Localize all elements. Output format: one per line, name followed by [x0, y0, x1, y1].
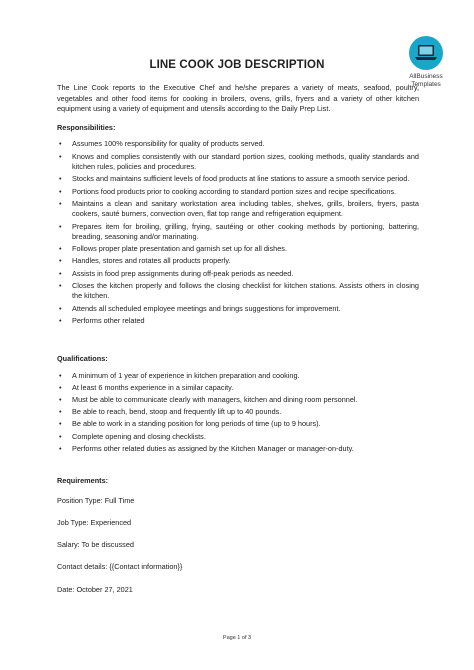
list-item-text: A minimum of 1 year of experience in kitchen preparation and cooking. — [72, 370, 300, 380]
list-item — [57, 444, 419, 455]
list-item — [57, 383, 419, 394]
list-item-text: Be able to work in a standing position for long periods of time (up to 9 hours). — [72, 419, 321, 429]
bullet-icon: • — [59, 443, 62, 453]
bullet-icon: • — [59, 268, 62, 278]
list-item-text: Portions food products prior to cooking according to standard portion sizes and recipe specifications. — [72, 186, 397, 196]
list-item-text: Stocks and maintains sufficient levels of food products at line stations to assure a smooth service period. — [72, 174, 410, 184]
list-item-text: Must be able to communicate clearly with managers, kitchen and dining room personnel. — [72, 394, 358, 404]
requirement-line: Position Type: Full Time — [57, 495, 135, 505]
bullet-icon: • — [59, 407, 62, 417]
list-item-text: Closes the kitchen properly and follows the closing checklist for kitchen stations. Assists others in closing the kitchen. — [72, 280, 419, 301]
bullet-icon: • — [59, 244, 62, 254]
bullet-icon: • — [59, 186, 62, 196]
list-item — [57, 256, 419, 267]
bullet-icon: • — [59, 419, 62, 429]
bullet-icon: • — [59, 431, 62, 441]
intro-paragraph: The Line Cook reports to the Executive Chef and he/she prepares a variety of meats, seafood, poultry, vegetables and other food items for cooking in broilers, ovens, grills, fryers and a variety of other kitchen equipment using a variety of equipment and utensils according to the Daily Prep List. — [57, 83, 419, 114]
list-item-text: Assists in food prep assignments during off-peak periods as needed. — [72, 268, 294, 278]
bullet-icon: • — [59, 221, 62, 231]
logo-text: AllBusiness Templates — [409, 73, 443, 88]
list-item — [57, 419, 419, 430]
bullet-icon: • — [59, 382, 62, 392]
document-body — [57, 83, 419, 607]
list-item — [57, 139, 419, 150]
requirement-line: Salary: To be discussed — [57, 540, 134, 550]
list-item-text: Maintains a clean and sanitary workstation area including tables, shelves, grills, broilers, fryers, pasta cookers, sauté burners, convection oven, flat top range and refrigeration equipment. — [72, 198, 419, 219]
bullet-icon: • — [59, 315, 62, 325]
list-item — [57, 371, 419, 382]
list-item — [57, 269, 419, 280]
list-item — [57, 152, 419, 173]
bullet-icon: • — [59, 370, 62, 380]
list-item-text: Handles, stores and rotates all products properly. — [72, 256, 231, 266]
bullet-icon: • — [59, 151, 62, 161]
requirements-list — [57, 496, 419, 596]
bullet-icon: • — [59, 198, 62, 208]
list-item — [57, 222, 419, 243]
requirement-line: Date: October 27, 2021 — [57, 584, 133, 594]
bullet-icon: • — [59, 256, 62, 266]
qualifications-list — [57, 371, 419, 455]
bullet-icon: • — [59, 280, 62, 290]
list-item — [57, 174, 419, 185]
list-item-text: Complete opening and closing checklists. — [72, 431, 206, 441]
list-item — [57, 316, 419, 327]
list-item — [57, 432, 419, 443]
responsibilities-heading: Responsibilities: — [57, 122, 116, 132]
list-item-text: Follows proper plate presentation and garnish set up for all dishes. — [72, 244, 287, 254]
list-item-text: At least 6 months experience in a similar capacity. — [72, 382, 234, 392]
list-item — [57, 187, 419, 198]
list-item-text: Performs other related — [72, 315, 145, 325]
list-item — [57, 407, 419, 418]
list-item-text: Performs other related duties as assigned by the Kitchen Manager or manager-on-duty. — [72, 443, 354, 453]
list-item-text: Knows and complies consistently with our standard portion sizes, cooking methods, quality standards and kitchen rules, policies and procedures. — [72, 151, 419, 172]
responsibilities-list — [57, 139, 419, 326]
list-item — [57, 304, 419, 315]
requirements-heading: Requirements: — [57, 475, 109, 485]
list-item — [57, 281, 419, 302]
qualifications-heading: Qualifications: — [57, 354, 108, 363]
list-item-text: Be able to reach, bend, stoop and frequently lift up to 40 pounds. — [72, 407, 282, 417]
list-item — [57, 395, 419, 406]
list-item-text: Assumes 100% responsibility for quality of products served. — [72, 139, 265, 149]
page-number: Page 1 of 3 — [222, 635, 252, 641]
bullet-icon: • — [59, 303, 62, 313]
list-item-text: Attends all scheduled employee meetings and brings suggestions for improvement. — [72, 303, 341, 313]
list-item-text: Prepares item for broiling, grilling, frying, sautéing or other cooking methods by portioning, battering, breading, seasoning and/or marinating. — [72, 221, 419, 242]
list-item — [57, 199, 419, 220]
page-title: LINE COOK JOB DESCRIPTION — [149, 59, 325, 71]
bullet-icon: • — [59, 174, 62, 184]
bullet-icon: • — [59, 394, 62, 404]
requirement-line: Job Type: Experienced — [57, 517, 132, 527]
bullet-icon: • — [59, 139, 62, 149]
list-item — [57, 244, 419, 255]
requirement-line: Contact details: {{Contact information}} — [57, 562, 183, 572]
